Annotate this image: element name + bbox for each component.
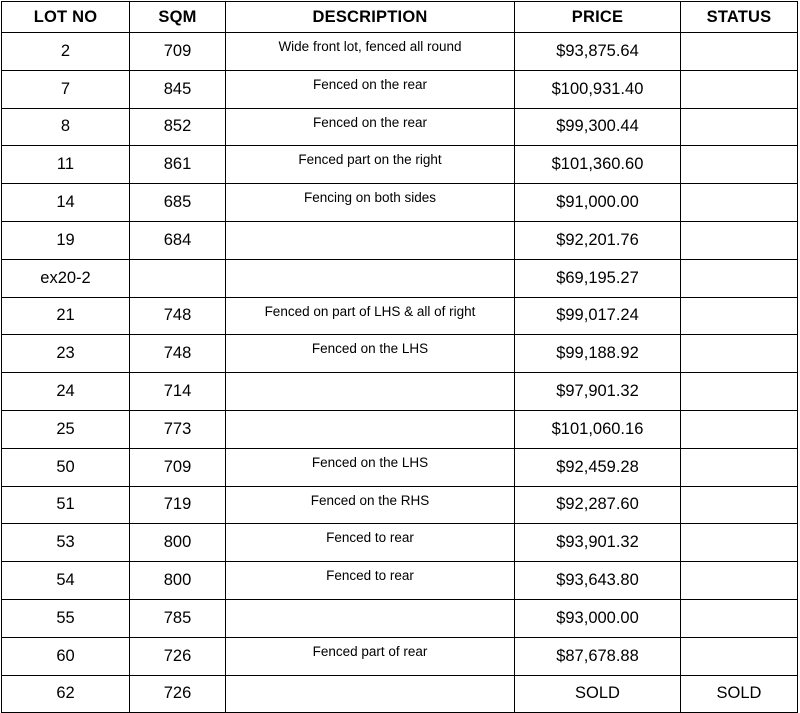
cell-sqm: 709 — [130, 448, 226, 486]
cell-sqm: 709 — [130, 33, 226, 71]
cell-sqm: 726 — [130, 637, 226, 675]
cell-status — [681, 486, 798, 524]
cell-description: Fenced on part of LHS & all of right — [226, 297, 515, 335]
cell-status — [681, 637, 798, 675]
cell-price: $97,901.32 — [515, 373, 681, 411]
cell-sqm: 726 — [130, 675, 226, 713]
cell-sqm: 773 — [130, 410, 226, 448]
header-row — [2, 2, 798, 33]
table-body — [2, 33, 798, 713]
cell-description — [226, 599, 515, 637]
header-lot-no: LOT NO — [2, 2, 130, 33]
cell-lot-no: 19 — [2, 221, 130, 259]
cell-status: SOLD — [681, 675, 798, 713]
cell-sqm: 845 — [130, 70, 226, 108]
cell-lot-no: 62 — [2, 675, 130, 713]
cell-sqm: 861 — [130, 146, 226, 184]
table-row — [2, 335, 798, 373]
cell-status — [681, 70, 798, 108]
cell-sqm: 800 — [130, 562, 226, 600]
table-row — [2, 373, 798, 411]
cell-sqm: 685 — [130, 184, 226, 222]
cell-price: $93,901.32 — [515, 524, 681, 562]
cell-sqm: 748 — [130, 297, 226, 335]
cell-lot-no: 21 — [2, 297, 130, 335]
cell-status — [681, 410, 798, 448]
cell-status — [681, 184, 798, 222]
cell-price: $93,875.64 — [515, 33, 681, 71]
cell-description: Fenced on the rear — [226, 70, 515, 108]
table-row — [2, 637, 798, 675]
cell-lot-no: 55 — [2, 599, 130, 637]
cell-price: $99,300.44 — [515, 108, 681, 146]
cell-lot-no: 51 — [2, 486, 130, 524]
cell-price: $99,188.92 — [515, 335, 681, 373]
header-price: PRICE — [515, 2, 681, 33]
cell-price: $92,287.60 — [515, 486, 681, 524]
cell-description — [226, 675, 515, 713]
cell-price: $92,201.76 — [515, 221, 681, 259]
table-row — [2, 108, 798, 146]
cell-status — [681, 259, 798, 297]
cell-price: $99,017.24 — [515, 297, 681, 335]
cell-sqm: 719 — [130, 486, 226, 524]
cell-description: Fenced on the RHS — [226, 486, 515, 524]
table-row — [2, 410, 798, 448]
cell-description — [226, 373, 515, 411]
cell-description: Wide front lot, fenced all round — [226, 33, 515, 71]
cell-status — [681, 108, 798, 146]
cell-price: SOLD — [515, 675, 681, 713]
header-description: DESCRIPTION — [226, 2, 515, 33]
cell-status — [681, 373, 798, 411]
cell-lot-no: 50 — [2, 448, 130, 486]
cell-lot-no: 14 — [2, 184, 130, 222]
cell-lot-no: 8 — [2, 108, 130, 146]
cell-status — [681, 562, 798, 600]
cell-price: $100,931.40 — [515, 70, 681, 108]
cell-lot-no: 54 — [2, 562, 130, 600]
cell-price: $91,000.00 — [515, 184, 681, 222]
cell-status — [681, 146, 798, 184]
table-row — [2, 562, 798, 600]
table-row — [2, 486, 798, 524]
cell-lot-no: 11 — [2, 146, 130, 184]
cell-status — [681, 221, 798, 259]
table-row — [2, 184, 798, 222]
cell-lot-no: ex20-2 — [2, 259, 130, 297]
cell-lot-no: 24 — [2, 373, 130, 411]
table-row — [2, 524, 798, 562]
cell-description: Fenced to rear — [226, 562, 515, 600]
header-status: STATUS — [681, 2, 798, 33]
cell-lot-no: 7 — [2, 70, 130, 108]
cell-lot-no: 60 — [2, 637, 130, 675]
cell-lot-no: 53 — [2, 524, 130, 562]
cell-status — [681, 335, 798, 373]
cell-price: $93,643.80 — [515, 562, 681, 600]
table-row — [2, 146, 798, 184]
table-row — [2, 259, 798, 297]
cell-description: Fenced on the rear — [226, 108, 515, 146]
cell-description: Fenced part on the right — [226, 146, 515, 184]
cell-sqm: 714 — [130, 373, 226, 411]
table-row — [2, 297, 798, 335]
cell-description: Fencing on both sides — [226, 184, 515, 222]
table-row — [2, 33, 798, 71]
cell-status — [681, 33, 798, 71]
cell-price: $101,360.60 — [515, 146, 681, 184]
cell-description: Fenced to rear — [226, 524, 515, 562]
cell-sqm: 852 — [130, 108, 226, 146]
table-row — [2, 70, 798, 108]
cell-lot-no: 2 — [2, 33, 130, 71]
lots-price-table — [1, 1, 798, 713]
cell-status — [681, 448, 798, 486]
cell-sqm: 684 — [130, 221, 226, 259]
table-row — [2, 675, 798, 713]
cell-description — [226, 410, 515, 448]
cell-status — [681, 599, 798, 637]
cell-price: $101,060.16 — [515, 410, 681, 448]
header-sqm: SQM — [130, 2, 226, 33]
cell-price: $93,000.00 — [515, 599, 681, 637]
cell-description — [226, 221, 515, 259]
cell-description: Fenced on the LHS — [226, 335, 515, 373]
table-row — [2, 448, 798, 486]
cell-price: $92,459.28 — [515, 448, 681, 486]
cell-status — [681, 524, 798, 562]
cell-sqm — [130, 259, 226, 297]
cell-description: Fenced on the LHS — [226, 448, 515, 486]
cell-lot-no: 23 — [2, 335, 130, 373]
cell-sqm: 748 — [130, 335, 226, 373]
cell-sqm: 800 — [130, 524, 226, 562]
cell-status — [681, 297, 798, 335]
cell-price: $69,195.27 — [515, 259, 681, 297]
table-header — [2, 2, 798, 33]
cell-lot-no: 25 — [2, 410, 130, 448]
table-row — [2, 221, 798, 259]
cell-description — [226, 259, 515, 297]
table-row — [2, 599, 798, 637]
cell-price: $87,678.88 — [515, 637, 681, 675]
cell-description: Fenced part of rear — [226, 637, 515, 675]
cell-sqm: 785 — [130, 599, 226, 637]
